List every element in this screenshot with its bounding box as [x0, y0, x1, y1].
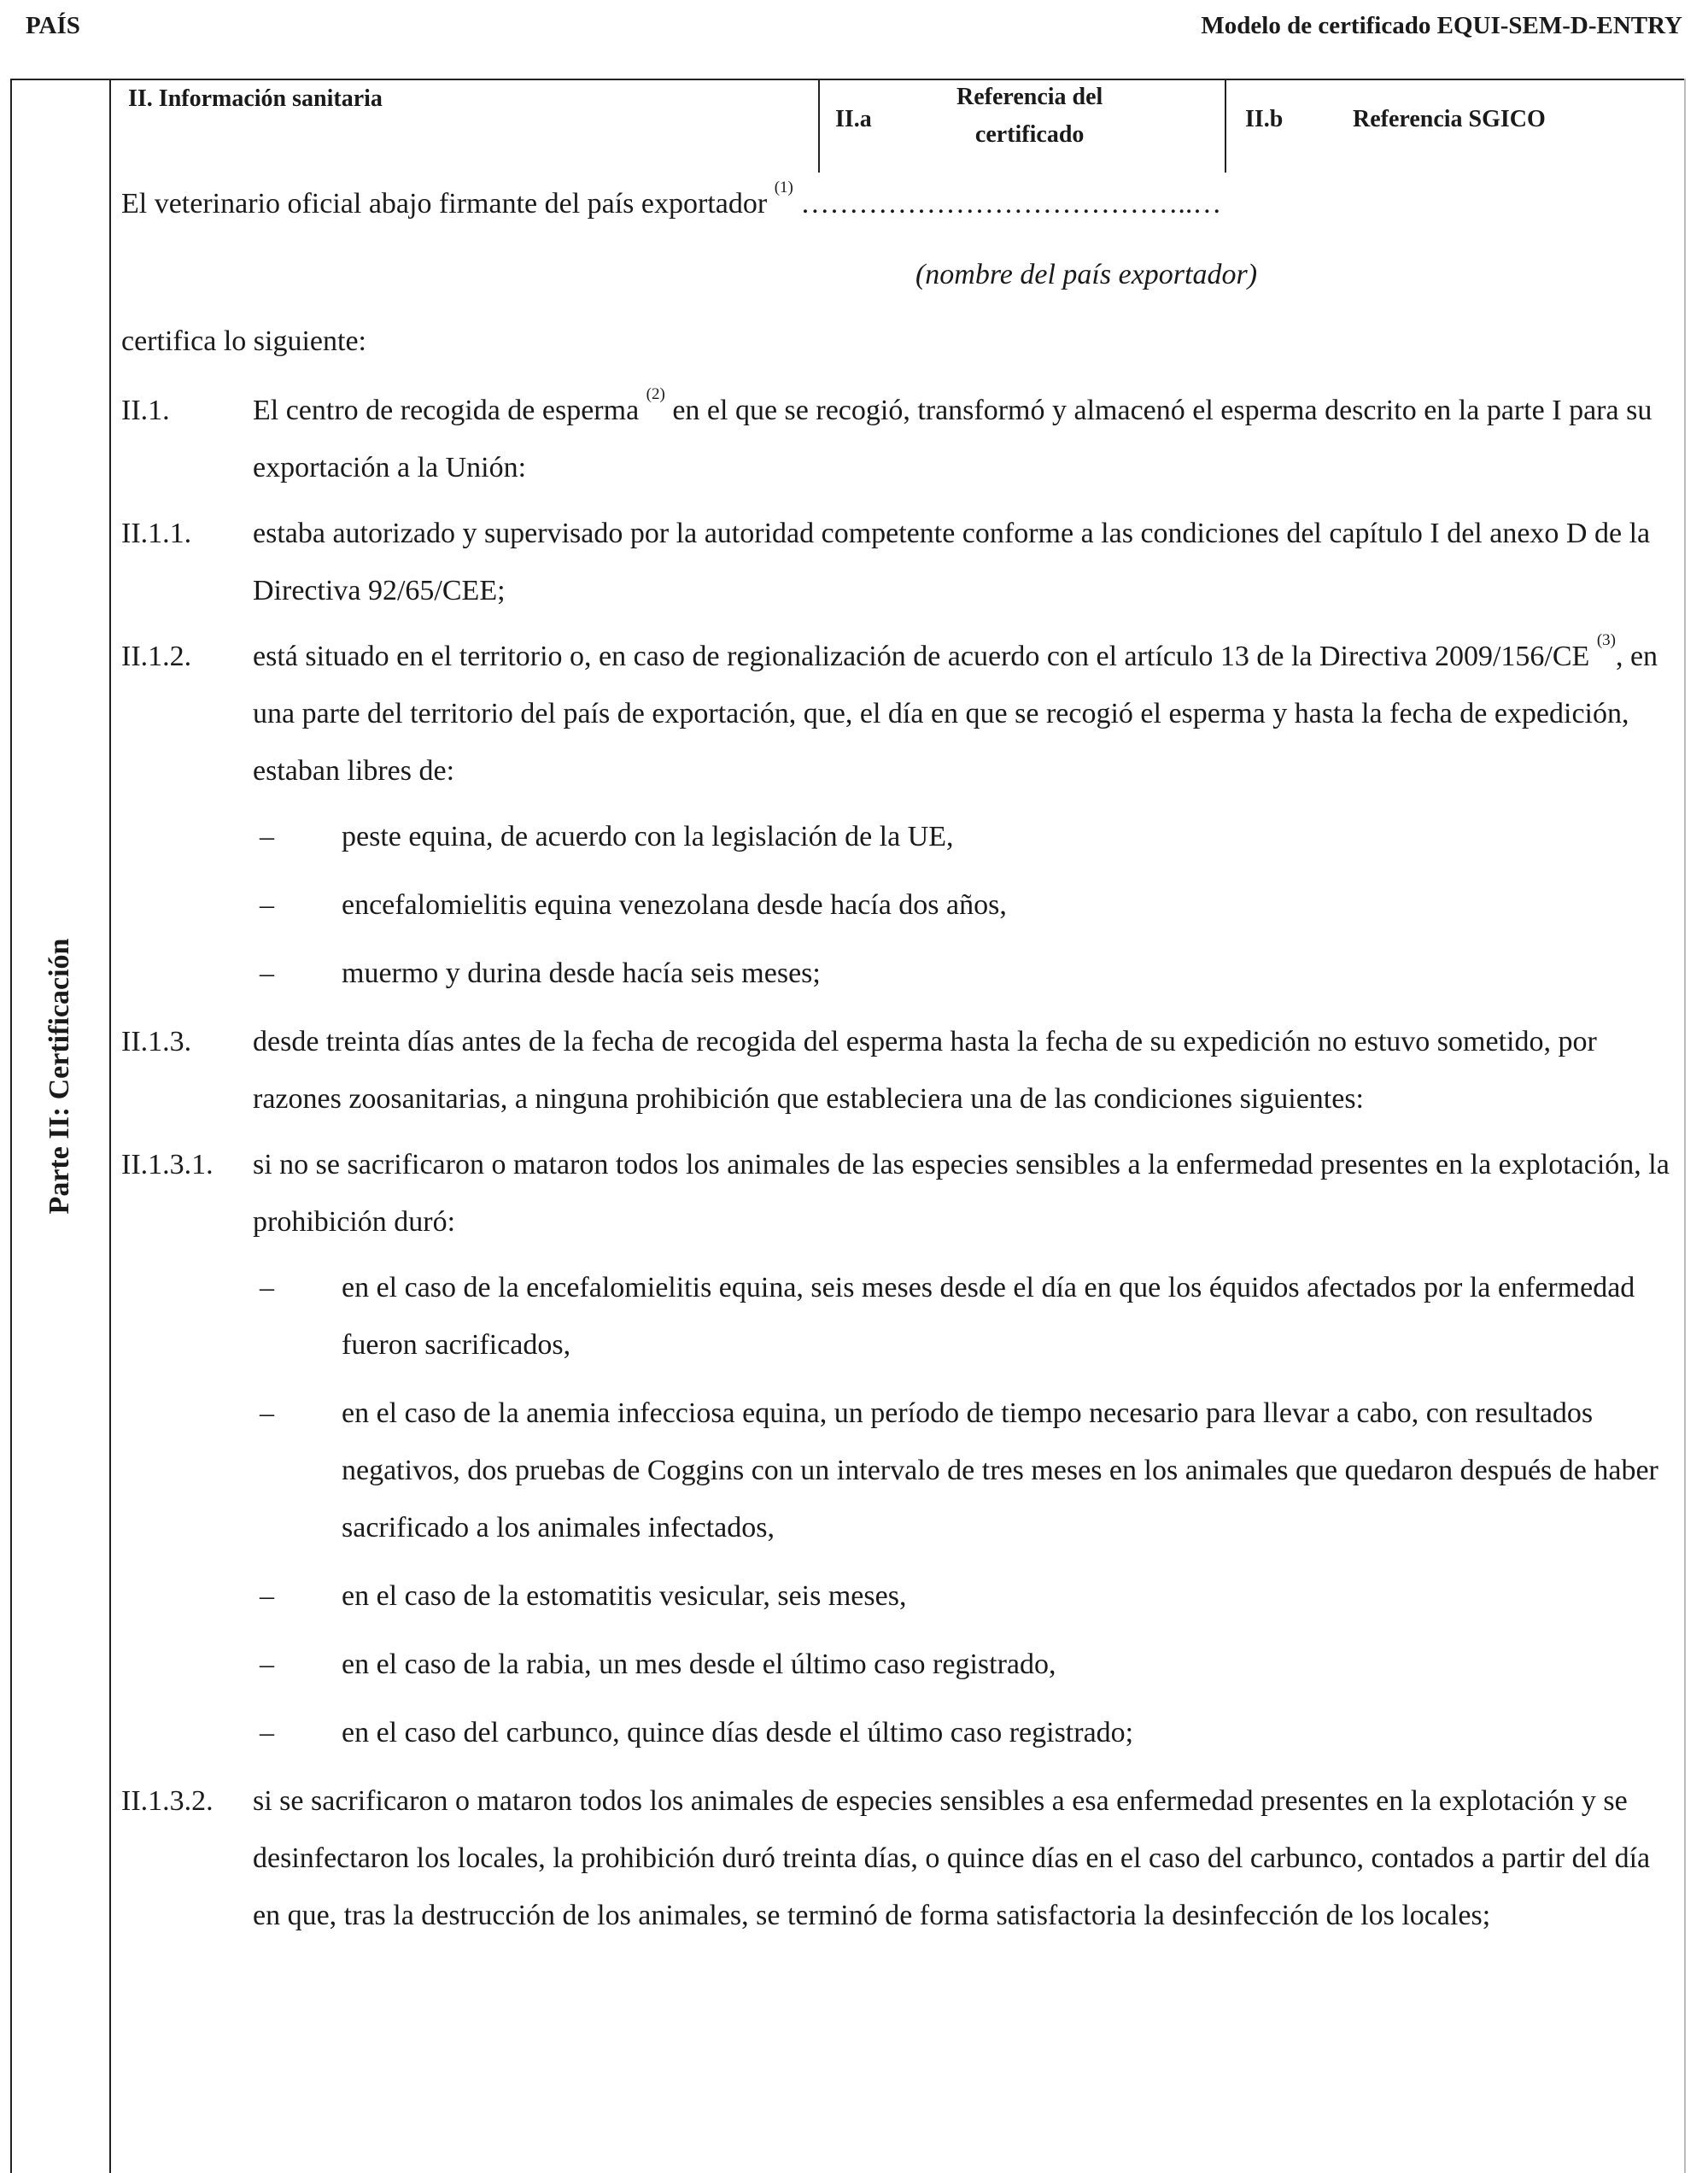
dash-bullet: – — [260, 958, 274, 989]
reference-b-label: Referencia SGICO — [1353, 106, 1546, 132]
dash-bullet: – — [260, 1580, 274, 1612]
intro-text: El veterinario oficial abajo firmante del país exportador — [121, 188, 768, 220]
clause-number: II.1.3.2. — [121, 1785, 214, 1817]
frame-left-border — [10, 79, 12, 2173]
clause-text-part: en el que se recogió, transformó y almacenó el esperma descrito en la parte I para su exportación a la Unión: — [253, 395, 1652, 483]
country-hint: (nombre del país exportador) — [915, 259, 1258, 290]
country-header: PAÍS — [26, 12, 80, 39]
section-title: II. Información sanitaria — [128, 85, 383, 112]
side-section-label: Parte II: Certificación — [44, 938, 75, 1215]
clause-number: II.1.3.1. — [121, 1149, 214, 1180]
dash-text: peste equina, de acuerdo con la legislación de la UE, — [342, 821, 954, 852]
dash-text: en el caso del carbunco, quince días desde el último caso registrado; — [342, 1717, 1134, 1748]
clause-II-1-3-1 — [121, 1136, 1676, 1250]
clause-number: II.1. — [121, 395, 170, 426]
dash-bullet: – — [260, 1272, 274, 1303]
clause-number: II.1.1. — [121, 518, 192, 549]
dash-text: muermo y durina desde hacía seis meses; — [342, 958, 821, 989]
dash-text: en el caso de la rabia, un mes desde el último caso registrado, — [342, 1649, 1056, 1680]
certificate-model-header: Modelo de certificado EQUI-SEM-D-ENTRY — [1201, 12, 1682, 39]
clause-text-part: está situado en el territorio o, en caso de regionalización de acuerdo con el artículo 13 de la Directiva 2009/156/CE — [253, 641, 1590, 672]
clause-II-1-1 — [121, 505, 1676, 619]
dash-text: encefalomielitis equina venezolana desde hacía dos años, — [342, 889, 1007, 921]
certifies-line: certifica lo siguiente: — [121, 325, 366, 357]
reference-a-label — [956, 79, 1103, 154]
dash-item — [121, 1567, 1676, 1625]
dash-text: en el caso de la anemia infecciosa equina, un período de tiempo necesario para llevar a cabo, con resultados negativos, dos pruebas de Coggins con un intervalo de tres meses en los animales que quedaron después de haber sacrificado a los animales infectados, — [342, 1397, 1658, 1543]
dash-bullet: – — [260, 889, 274, 921]
reference-a-divider — [818, 79, 820, 173]
clause-II-1-2 — [121, 628, 1676, 800]
clause-text — [253, 628, 1676, 800]
clause-number: II.1.2. — [121, 641, 192, 672]
clause-II-1-3-2 — [121, 1772, 1676, 1944]
clause-text-part: , en una parte del territorio del país de exportación, que, el día en que se recogió el esperma y hasta la fecha de expedición, estaban libres de: — [253, 641, 1658, 787]
intro-line — [121, 175, 1676, 232]
footnote-ref-3: (3) — [1596, 631, 1616, 649]
frame-right-border — [1684, 79, 1686, 2173]
dash-text: en el caso de la encefalomielitis equina, seis meses desde el día en que los équidos afectados por la enfermedad fueron sacrificados, — [342, 1272, 1635, 1361]
clause-number: II.1.3. — [121, 1026, 192, 1057]
dash-bullet: – — [260, 1717, 274, 1748]
clause-II-1 — [121, 382, 1676, 496]
dash-item — [121, 1385, 1676, 1556]
clause-text: desde treinta días antes de la fecha de recogida del esperma hasta la fecha de su expedición no estuvo sometido, por razones zoosanitarias, a ninguna prohibición que estableciera una de las condiciones siguientes: — [253, 1026, 1597, 1115]
reference-a-label-line1: Referencia del — [956, 84, 1103, 110]
clause-II-1-3 — [121, 1013, 1676, 1128]
dash-item — [121, 876, 1676, 934]
dash-item — [121, 1636, 1676, 1693]
dash-bullet: – — [260, 1649, 274, 1680]
dash-text: en el caso de la estomatitis vesicular, seis meses, — [342, 1580, 907, 1612]
dash-bullet: – — [260, 821, 274, 852]
intro-dots: …………………………………..… — [800, 188, 1222, 220]
dash-item — [121, 808, 1676, 865]
footnote-ref-2: (2) — [646, 385, 665, 403]
reference-a-label-line2: certificado — [974, 121, 1085, 148]
certification-body — [121, 175, 1676, 1953]
dash-bullet: – — [260, 1397, 274, 1429]
reference-b-code: II.b — [1245, 106, 1284, 132]
clause-text: si no se sacrificaron o mataron todos los animales de las especies sensibles a la enfermedad presentes en la explotación, la prohibición duró: — [253, 1149, 1670, 1238]
dash-item — [121, 945, 1676, 1002]
side-column-divider — [109, 79, 111, 2173]
clause-text: si se sacrificaron o mataron todos los animales de especies sensibles a esa enfermedad presentes en la explotación y se desinfectaron los locales, la prohibición duró treinta días, o quince días en el caso del carbunco, contados a partir del día en que, tras la destrucción de los animales, se terminó de forma satisfactoria la desinfección de los locales; — [253, 1785, 1651, 1931]
reference-a-code: II.a — [835, 106, 872, 132]
dash-item — [121, 1259, 1676, 1374]
reference-b-divider — [1225, 79, 1226, 173]
clause-text — [253, 382, 1676, 496]
clause-text: estaba autorizado y supervisado por la autoridad competente conforme a las condiciones del capítulo I del anexo D de la Directiva 92/65/CEE; — [253, 518, 1651, 606]
clause-text-part: El centro de recogida de esperma — [253, 395, 640, 426]
footnote-ref-1: (1) — [774, 179, 793, 196]
dash-item — [121, 1704, 1676, 1761]
